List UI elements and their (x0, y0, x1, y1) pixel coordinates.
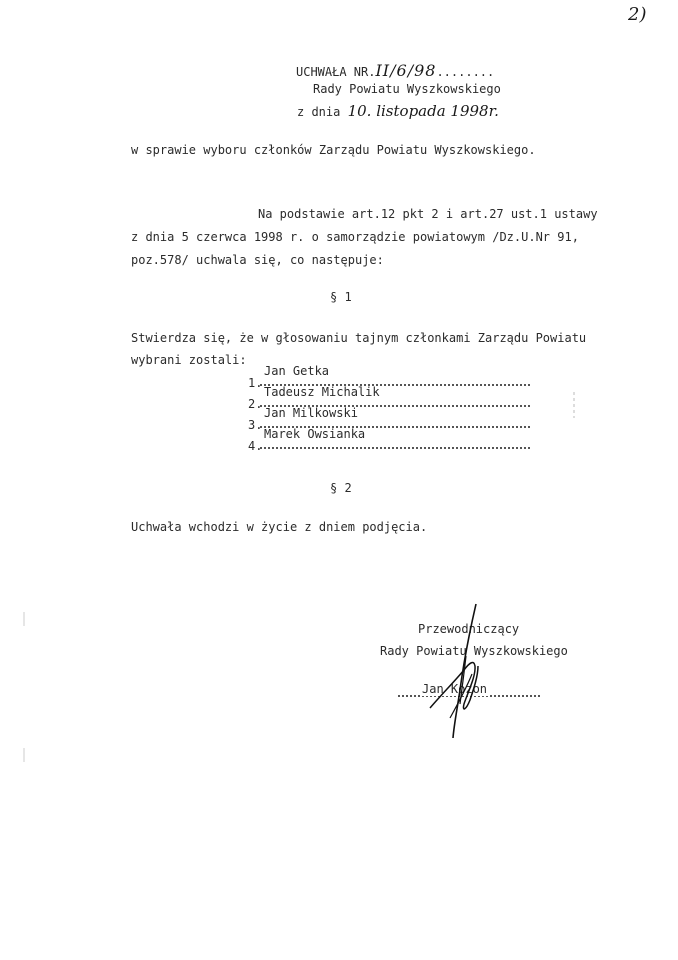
handwritten-signature-icon (420, 600, 500, 750)
member-name: Marek Owsianka (264, 427, 366, 441)
resolution-number-line (296, 61, 494, 80)
member-name: Jan Milkowski (264, 406, 358, 420)
resolution-dots: ........ (436, 65, 495, 79)
resolution-date-line (297, 102, 499, 120)
signatory-title: Przewodniczący (418, 622, 520, 636)
margin-mark-icon (22, 612, 26, 626)
signatory-name: Jan Kozon (422, 682, 488, 696)
margin-mark-icon (572, 392, 576, 418)
section-1-symbol: § 1 (330, 290, 352, 304)
section-2-text: Uchwała wchodzi w życie z dniem podjęcia. (131, 520, 428, 534)
section-1-line-1: Stwierdza się, że w głosowaniu tajnym członkami Zarządu Powiatu (131, 331, 587, 345)
dotted-line (260, 447, 530, 449)
preamble-line-2: z dnia 5 czerwca 1998 r. o samorządzie powiatowym /Dz.U.Nr 91, (131, 230, 579, 244)
member-number: 2. (248, 397, 263, 411)
member-number: 1. (248, 376, 263, 390)
preamble-line-3: poz.578/ uchwala się, co następuje: (131, 253, 384, 267)
section-1-line-2: wybrani zostali: (131, 353, 247, 367)
council-name: Rady Powiatu Wyszkowskiego (313, 82, 501, 96)
date-handwritten: 10. listopada 1998r. (347, 102, 499, 120)
page-number-mark: 2) (628, 4, 647, 25)
resolution-prefix: UCHWAŁA NR. (296, 65, 376, 79)
member-list-item (248, 427, 530, 453)
resolution-subject: w sprawie wyboru członków Zarządu Powiatu Wyszkowskiego. (131, 143, 536, 157)
resolution-number-handwritten: II/6/98 (375, 61, 437, 80)
member-number: 3. (248, 418, 263, 432)
section-2-symbol: § 2 (330, 481, 352, 495)
member-name: Jan Getka (264, 364, 330, 378)
signatory-council: Rady Powiatu Wyszkowskiego (380, 644, 568, 658)
member-name: Tadeusz Michalik (264, 385, 380, 399)
date-prefix: z dnia (297, 105, 341, 119)
margin-mark-icon (22, 748, 26, 762)
member-number: 4. (248, 439, 263, 453)
preamble-line-1: Na podstawie art.12 pkt 2 i art.27 ust.1 ustawy (258, 207, 598, 221)
